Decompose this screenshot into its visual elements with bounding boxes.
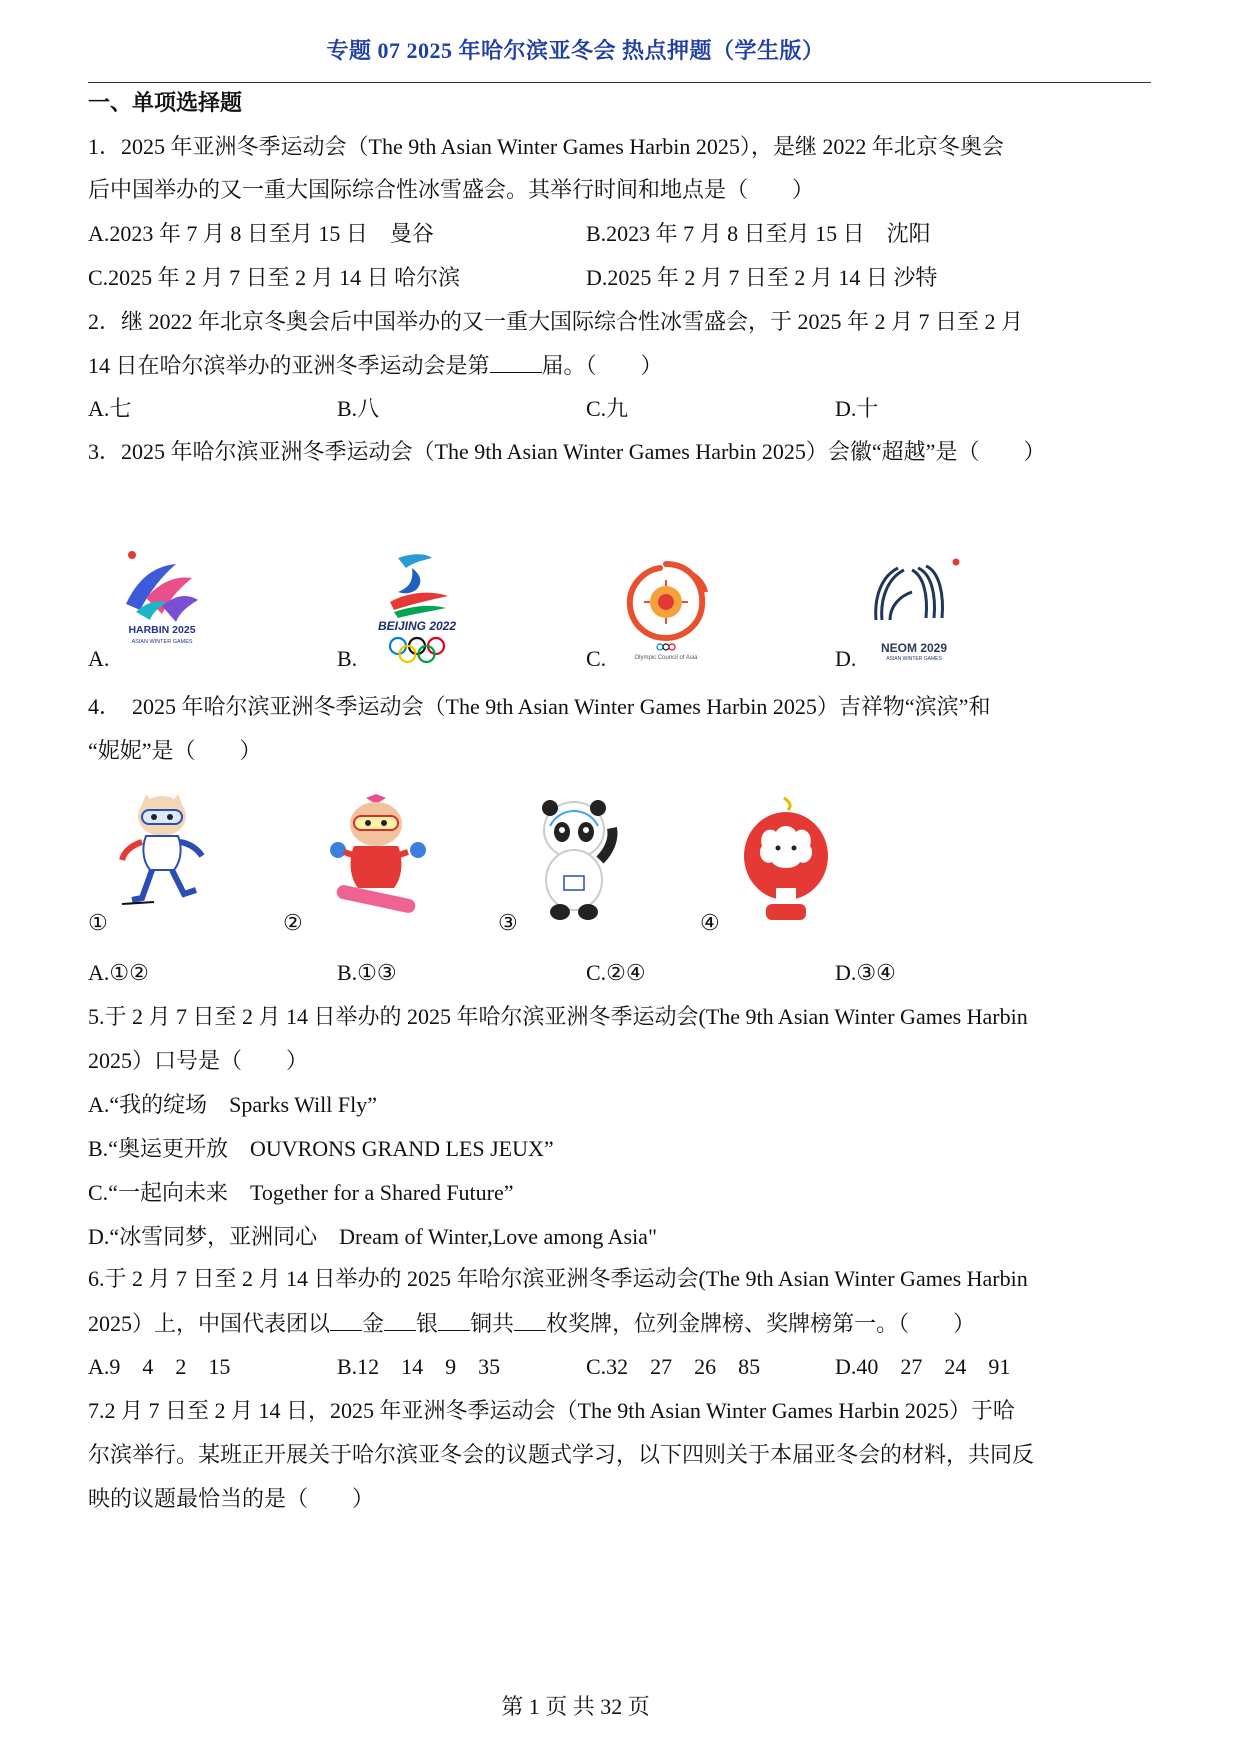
- q1-stem-line2: 后中国举办的又一重大国际综合性冰雪盛会。其举行时间和地点是（ ）: [88, 177, 815, 202]
- q7-stem-line2: 尔滨举行。某班正开展关于哈尔滨亚冬会的议题式学习，以下四则关于本届亚冬会的材料，共同反: [88, 1442, 1035, 1467]
- q1-option-a: A.2023 年 7 月 8 日至月 15 日 曼谷: [88, 221, 434, 246]
- neom-logo-text: NEOM 2029: [880, 641, 948, 655]
- q2-option-a: A.七: [88, 396, 132, 421]
- q6-silver-blank: [384, 1312, 416, 1331]
- q4-stem-line2: “妮妮”是（ ）: [88, 738, 262, 763]
- harbin-2025-emblem-image: [116, 548, 208, 650]
- q6-gold-blank: [330, 1312, 362, 1331]
- q4-option-c: C.②④: [586, 960, 646, 985]
- header-divider: [88, 82, 1151, 83]
- q3-option-a: A.: [88, 646, 110, 671]
- q5-option-a: A.“我的绽场 Sparks Will Fly”: [88, 1092, 377, 1117]
- q2-option-b: B.八: [337, 396, 380, 421]
- q2-answer-blank: [490, 354, 542, 373]
- q5-stem-line2: 2025）口号是（ ）: [88, 1048, 309, 1073]
- q6-stem-line1: 6.于 2 月 7 日至 2 月 14 日举办的 2025 年哈尔滨亚洲冬季运动会(The 9th Asian Winter Games Harbin: [88, 1266, 1028, 1291]
- beijing-logo-text: BEIJING 2022: [377, 619, 457, 633]
- mascot-bing-dwen-dwen-image: [528, 796, 628, 926]
- q6-bronze-blank: [438, 1312, 470, 1331]
- page-header-title: 专题 07 2025 年哈尔滨亚冬会 热点押题（学生版）: [326, 38, 825, 63]
- q1-option-b: B.2023 年 7 月 8 日至月 15 日 沈阳: [586, 221, 931, 246]
- q4-option-a: A.①②: [88, 960, 149, 985]
- beijing-2022-emblem-image: [368, 548, 466, 664]
- q3-option-b: B.: [337, 646, 358, 671]
- neom-logo-subtext: ASIAN WINTER GAMES: [886, 656, 942, 662]
- q6-option-d: D.40 27 24 91: [835, 1354, 1011, 1379]
- q3-option-d: D.: [835, 646, 857, 671]
- q5-option-d: D.“冰雪同梦，亚洲同心 Dream of Winter,Love among Asia": [88, 1224, 657, 1249]
- harbin-logo-subtext: ASIAN WINTER GAMES: [131, 639, 193, 645]
- mascot-nini-image: [322, 790, 430, 930]
- q5-stem-line1: 5.于 2 月 7 日至 2 月 14 日举办的 2025 年哈尔滨亚洲冬季运动会(The 9th Asian Winter Games Harbin: [88, 1004, 1028, 1029]
- mascot-label-2: ②: [283, 910, 303, 935]
- q4-stem-line1: 4． 2025 年哈尔滨亚洲冬季运动会（The 9th Asian Winter Games Harbin 2025）吉祥物“滨滨”和: [88, 694, 991, 719]
- q1-option-c: C.2025 年 2 月 7 日至 2 月 14 日 哈尔滨: [88, 265, 461, 290]
- harbin-logo-text: HARBIN 2025: [128, 624, 196, 636]
- q6-option-c: C.32 27 26 85: [586, 1354, 761, 1379]
- q2-stem-line1: 2．继 2022 年北京冬奥会后中国举办的又一重大国际综合性冰雪盛会，于 2025 年 2 月 7 日至 2 月: [88, 309, 1024, 334]
- mascot-binbin-image: [112, 790, 212, 920]
- q5-option-c: C.“一起向未来 Together for a Shared Future”: [88, 1180, 514, 1205]
- q6-option-b: B.12 14 9 35: [337, 1354, 501, 1379]
- q2-stem-line2: 14 日在哈尔滨举办的亚洲冬季运动会是第 届。（ ）: [88, 353, 663, 378]
- section-title: 一、单项选择题: [88, 90, 243, 115]
- q7-stem-line1: 7.2 月 7 日至 2 月 14 日，2025 年亚洲冬季运动会（The 9th Asian Winter Games Harbin 2025）于哈: [88, 1398, 1015, 1423]
- q4-option-b: B.①③: [337, 960, 397, 985]
- page-footer: 第 1 页 共 32 页: [501, 1694, 650, 1719]
- neom-2029-emblem-image: [868, 556, 960, 664]
- mascot-label-4: ④: [700, 910, 720, 935]
- mascot-label-1: ①: [88, 910, 108, 935]
- q4-option-d: D.③④: [835, 960, 896, 985]
- q5-option-b: B.“奥运更开放 OUVRONS GRAND LES JEUX”: [88, 1136, 554, 1161]
- oca-emblem-image: [614, 556, 718, 664]
- oca-logo-text: Olympic Council of Asia: [634, 655, 698, 661]
- q1-option-d: D.2025 年 2 月 7 日至 2 月 14 日 沙特: [586, 265, 938, 290]
- q3-option-c: C.: [586, 646, 607, 671]
- q2-option-d: D.十: [835, 396, 879, 421]
- q3-stem: 3．2025 年哈尔滨亚洲冬季运动会（The 9th Asian Winter Games Harbin 2025）会徽“超越”是（ ）: [88, 439, 1046, 464]
- q6-option-a: A.9 4 2 15: [88, 1354, 231, 1379]
- q6-stem-line2: 2025）上，中国代表团以 金 银 铜共 枚奖牌，位列金牌榜、奖牌榜第一。（ ）: [88, 1311, 976, 1336]
- mascot-label-3: ③: [498, 910, 518, 935]
- mascot-shuey-rhon-rhon-image: [736, 796, 836, 932]
- q7-stem-line3: 映的议题最恰当的是（ ）: [88, 1486, 375, 1511]
- q6-total-blank: [514, 1312, 546, 1331]
- q1-stem-line1: 1．2025 年亚洲冬季运动会（The 9th Asian Winter Games Harbin 2025），是继 2022 年北京冬奥会: [88, 134, 1004, 159]
- q2-option-c: C.九: [586, 396, 629, 421]
